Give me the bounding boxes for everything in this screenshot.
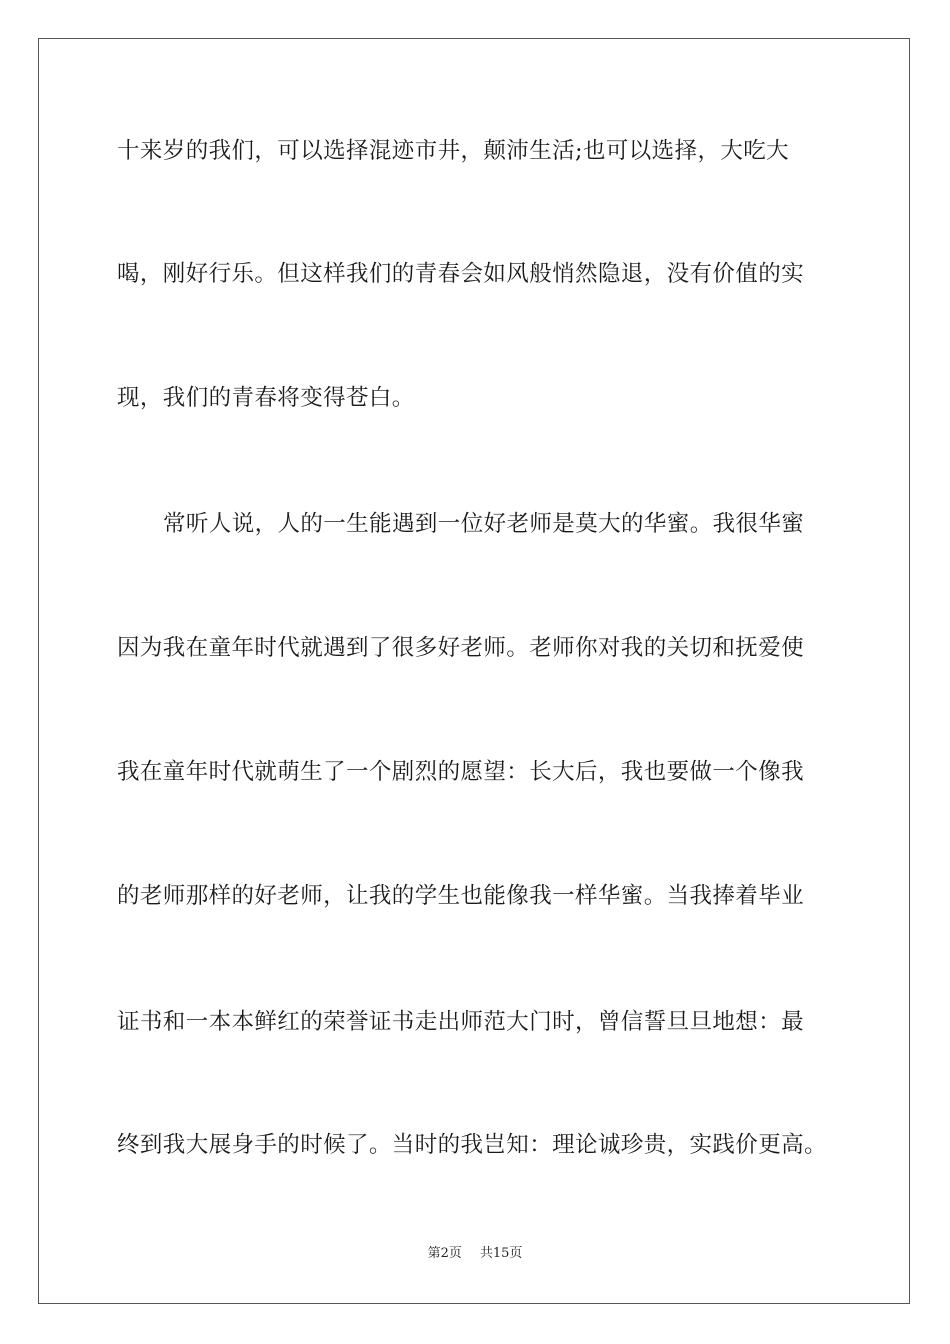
text-line: 喝，刚好行乐。但这样我们的青春会如风般悄然隐退，没有价值的实 (117, 261, 805, 287)
text-line: 十来岁的我们，可以选择混迹市井，颠沛生活;也可以选择，大吃大 (117, 138, 790, 164)
text-line: 终到我大展身手的时候了。当时的我岂知：理论诚珍贵，实践价更高。 (117, 1132, 827, 1158)
text-line: 因为我在童年时代就遇到了很多好老师。老师你对我的关切和抚爱使 (117, 635, 805, 661)
text-line: 我在童年时代就萌生了一个剧烈的愿望：长大后，我也要做一个像我 (117, 759, 805, 785)
text-line-indented: 常听人说，人的一生能遇到一位好老师是莫大的华蜜。我很华蜜 (163, 511, 805, 537)
text-line: 证书和一本本鲜红的荣誉证书走出师范大门时，曾信誓旦旦地想：最 (117, 1009, 805, 1035)
text-line: 的老师那样的好老师，让我的学生也能像我一样华蜜。当我捧着毕业 (117, 883, 805, 909)
text-line: 现，我们的青春将变得苍白。 (117, 385, 415, 411)
page-border (38, 38, 910, 1304)
total-page-count: 共15页 (479, 1246, 523, 1261)
current-page-number: 第2页 (427, 1246, 462, 1261)
page-footer (0, 1245, 950, 1263)
